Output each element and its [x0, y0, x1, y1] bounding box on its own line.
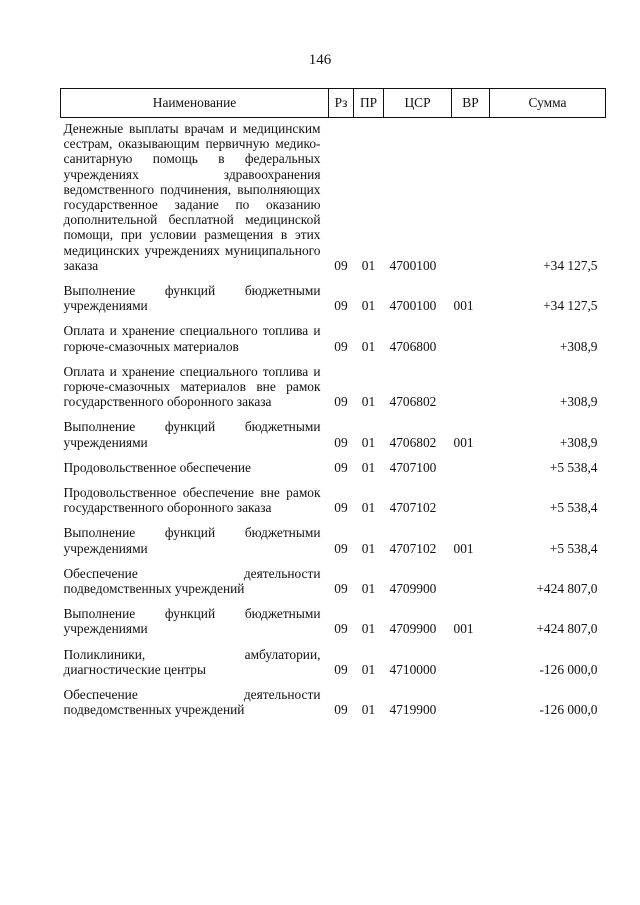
- row-csr: 4707102: [389, 500, 437, 516]
- header-rz: Рз: [329, 89, 354, 118]
- row-rz: 09: [334, 459, 348, 475]
- row-name: Продовольственное обеспечение: [63, 459, 251, 475]
- row-rz: 09: [334, 257, 348, 273]
- table-row: [61, 677, 606, 717]
- row-rz: 09: [334, 540, 348, 556]
- row-pr: 01: [361, 459, 376, 475]
- table-row: [61, 354, 606, 410]
- row-vr: [452, 556, 490, 596]
- row-sum: +308,9: [559, 338, 598, 354]
- row-name: Оплата и хранение специального топлива и горюче-смазочных материалов: [63, 323, 321, 354]
- table-row: [61, 515, 606, 555]
- row-vr: [452, 450, 490, 475]
- row-sum: +5 538,4: [549, 540, 598, 556]
- row-vr: [452, 354, 490, 410]
- row-csr: 4707100: [389, 459, 437, 475]
- row-sum: +308,9: [559, 394, 598, 410]
- row-pr: 01: [361, 394, 376, 410]
- table-row: [61, 450, 606, 475]
- header-pr: ПР: [354, 89, 384, 118]
- row-csr: 4709900: [389, 621, 437, 637]
- row-pr: 01: [361, 434, 376, 450]
- header-name: Наименование: [61, 89, 329, 118]
- row-name: Выполнение функций бюджетными учреждениями: [63, 419, 321, 450]
- table-row: [61, 475, 606, 515]
- header-csr: ЦСР: [384, 89, 452, 118]
- row-rz: 09: [334, 394, 348, 410]
- row-sum: +308,9: [559, 434, 598, 450]
- row-vr: 001: [453, 434, 474, 450]
- row-pr: 01: [361, 500, 376, 516]
- row-pr: 01: [361, 621, 376, 637]
- table-row: [61, 118, 606, 274]
- table-row: [61, 556, 606, 596]
- row-rz: 09: [334, 500, 348, 516]
- row-vr: [452, 475, 490, 515]
- row-rz: 09: [334, 621, 348, 637]
- row-rz: 09: [334, 581, 348, 597]
- row-vr: [452, 118, 490, 274]
- table-row: [61, 273, 606, 313]
- row-sum: +5 538,4: [549, 500, 598, 516]
- header-sum: Сумма: [490, 89, 606, 118]
- row-name: Оплата и хранение специального топлива и горюче-смазочных материалов вне рамок государственного оборонного заказа: [63, 363, 321, 410]
- budget-table: [60, 88, 606, 718]
- table-row: [61, 409, 606, 449]
- table-row: [61, 313, 606, 353]
- row-pr: 01: [361, 540, 376, 556]
- row-name: Выполнение функций бюджетными учреждениями: [63, 525, 321, 556]
- row-sum: +34 127,5: [543, 298, 598, 314]
- row-vr: 001: [453, 298, 474, 314]
- row-pr: 01: [361, 298, 376, 314]
- row-csr: 4710000: [389, 661, 437, 677]
- row-csr: 4719900: [389, 702, 437, 718]
- row-name: Поликлиники, амбулатории, диагностические центры: [63, 646, 321, 677]
- header-vr: ВР: [452, 89, 490, 118]
- row-sum: -126 000,0: [539, 702, 598, 718]
- row-rz: 09: [334, 298, 348, 314]
- row-rz: 09: [334, 338, 348, 354]
- row-csr: 4709900: [389, 581, 437, 597]
- table-header-row: [61, 89, 606, 118]
- row-sum: +34 127,5: [543, 257, 598, 273]
- row-rz: 09: [334, 434, 348, 450]
- row-sum: +424 807,0: [536, 581, 598, 597]
- row-name: Денежные выплаты врачам и медицинским сестрам, оказывающим первичную медико-санитарную помощь в федеральных учреждениях здравоохранения ведомственного подчинения, выполняющих государственное задание по оказанию дополнительной бесплатной медицинской помощи, при условии размещения в этих медицинских учреждениях муниципального заказа: [63, 121, 321, 273]
- row-pr: 01: [361, 338, 376, 354]
- row-csr: 4700100: [389, 298, 437, 314]
- row-rz: 09: [334, 702, 348, 718]
- row-name: Обеспечение деятельности подведомственных учреждений: [63, 687, 321, 718]
- row-csr: 4707102: [389, 540, 437, 556]
- row-sum: -126 000,0: [539, 661, 598, 677]
- row-pr: 01: [361, 257, 376, 273]
- row-csr: 4706800: [389, 338, 437, 354]
- page-number: 146: [308, 52, 332, 68]
- row-vr: [452, 637, 490, 677]
- row-vr: 001: [453, 621, 474, 637]
- row-vr: [452, 313, 490, 353]
- row-pr: 01: [361, 661, 376, 677]
- row-sum: +424 807,0: [536, 621, 598, 637]
- row-rz: 09: [334, 661, 348, 677]
- row-csr: 4706802: [389, 434, 437, 450]
- table-row: [61, 596, 606, 636]
- row-name: Выполнение функций бюджетными учреждениями: [63, 606, 321, 637]
- row-pr: 01: [361, 581, 376, 597]
- row-name: Выполнение функций бюджетными учреждениями: [63, 283, 321, 314]
- table-row: [61, 637, 606, 677]
- row-vr: [452, 677, 490, 717]
- row-name: Продовольственное обеспечение вне рамок государственного оборонного заказа: [63, 485, 321, 516]
- row-vr: 001: [453, 540, 474, 556]
- row-name: Обеспечение деятельности подведомственных учреждений: [63, 565, 321, 597]
- row-csr: 4706802: [389, 394, 437, 410]
- row-csr: 4700100: [389, 257, 437, 273]
- row-sum: +5 538,4: [549, 459, 598, 475]
- row-pr: 01: [361, 702, 376, 718]
